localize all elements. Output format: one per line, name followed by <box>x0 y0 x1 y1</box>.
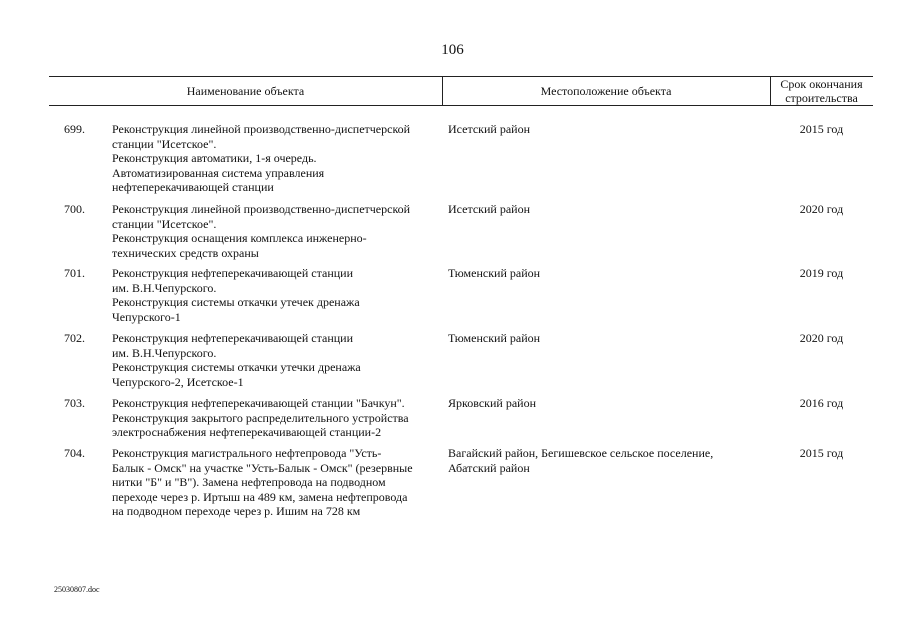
row-number: 704. <box>64 446 85 460</box>
row-name-line: Реконструкция линейной производственно-диспетчерской <box>112 202 411 216</box>
row-name-line: нефтеперекачивающей станции <box>112 180 274 195</box>
row-name-line: Автоматизированная система управления <box>112 165 325 180</box>
row-location <box>448 122 766 137</box>
row-name <box>112 446 438 519</box>
row-name <box>112 331 438 389</box>
row-number: 703. <box>64 396 85 410</box>
table-header-bottom-rule <box>49 105 873 106</box>
row-location-line: Тюменский район <box>448 266 541 280</box>
row-name-line: Чепурского-2, Исетское-1 <box>112 374 244 389</box>
row-location-line: Вагайский район, Бегишевское сельское поселение, <box>448 446 714 460</box>
row-name-line: Реконструкция оснащения комплекса инженерно- <box>112 231 367 246</box>
row-name-line: Реконструкция закрытого распределительного устройства <box>112 410 409 425</box>
row-name <box>112 266 438 324</box>
header-name: Наименование объекта <box>186 84 305 98</box>
row-name-line: Реконструкция нефтеперекачивающей станции <box>112 266 354 280</box>
document-code: 25030807.doc <box>54 585 100 594</box>
row-number: 701. <box>64 266 85 280</box>
row-term: 2015 год <box>799 122 844 136</box>
table-header-top-rule <box>49 76 873 77</box>
row-name-line: переходе через р. Иртыш на 489 км, замена нефтепровода <box>112 489 408 504</box>
header-term-line-1: Срок окончания <box>780 77 863 91</box>
row-location-line: Абатский район <box>448 460 530 475</box>
row-name-line: Балык - Омск" на участке "Усть-Балык - Омск" (резервные <box>112 460 413 475</box>
row-name-line: станции "Исетское". <box>112 216 217 231</box>
row-number: 700. <box>64 202 85 216</box>
row-name-line: Реконструкция магистрального нефтепровода "Усть- <box>112 446 382 460</box>
header-term-line-2: строительства <box>785 91 858 105</box>
row-location <box>448 396 766 411</box>
row-name <box>112 396 438 440</box>
row-name-line: им. В.Н.Чепурского. <box>112 280 217 295</box>
row-name-line: Реконструкция линейной производственно-диспетчерской <box>112 122 411 136</box>
row-number: 699. <box>64 122 85 136</box>
row-name-line: Реконструкция нефтеперекачивающей станции <box>112 331 354 345</box>
row-name-line: технических средств охраны <box>112 245 259 260</box>
row-name-line: Реконструкция системы откачки утечки дренажа <box>112 360 361 375</box>
row-name-line: на подводном переходе через р. Ишим на 728 км <box>112 504 361 519</box>
row-term: 2020 год <box>799 202 844 216</box>
row-term: 2020 год <box>799 331 844 345</box>
row-name-line: Реконструкция автоматики, 1-я очередь. <box>112 151 317 166</box>
row-name-line: им. В.Н.Чепурского. <box>112 345 217 360</box>
row-name <box>112 122 438 195</box>
row-name-line: станции "Исетское". <box>112 136 217 151</box>
row-term: 2019 год <box>799 266 844 280</box>
row-name-line: Реконструкция системы откачки утечек дренажа <box>112 295 360 310</box>
row-location <box>448 202 766 217</box>
row-location <box>448 331 766 346</box>
row-name <box>112 202 438 260</box>
header-location: Местоположение объекта <box>540 84 672 98</box>
row-number: 702. <box>64 331 85 345</box>
row-term: 2016 год <box>799 396 844 410</box>
row-name-line: Чепурского-1 <box>112 309 181 324</box>
row-name-line: электроснабжения нефтеперекачивающей станции-2 <box>112 425 382 440</box>
row-location-line: Исетский район <box>448 202 531 216</box>
row-name-line: нитки "Б" и "В"). Замена нефтепровода на подводном <box>112 475 386 490</box>
row-name-line: Реконструкция нефтеперекачивающей станции "Бачкун". <box>112 396 405 410</box>
header-term <box>770 77 873 105</box>
row-location-line: Исетский район <box>448 122 531 136</box>
row-location-line: Ярковский район <box>448 396 536 410</box>
row-location-line: Тюменский район <box>448 331 541 345</box>
page-number: 106 <box>441 42 464 58</box>
row-location <box>448 266 766 281</box>
row-term: 2015 год <box>799 446 844 460</box>
row-location <box>448 446 766 475</box>
